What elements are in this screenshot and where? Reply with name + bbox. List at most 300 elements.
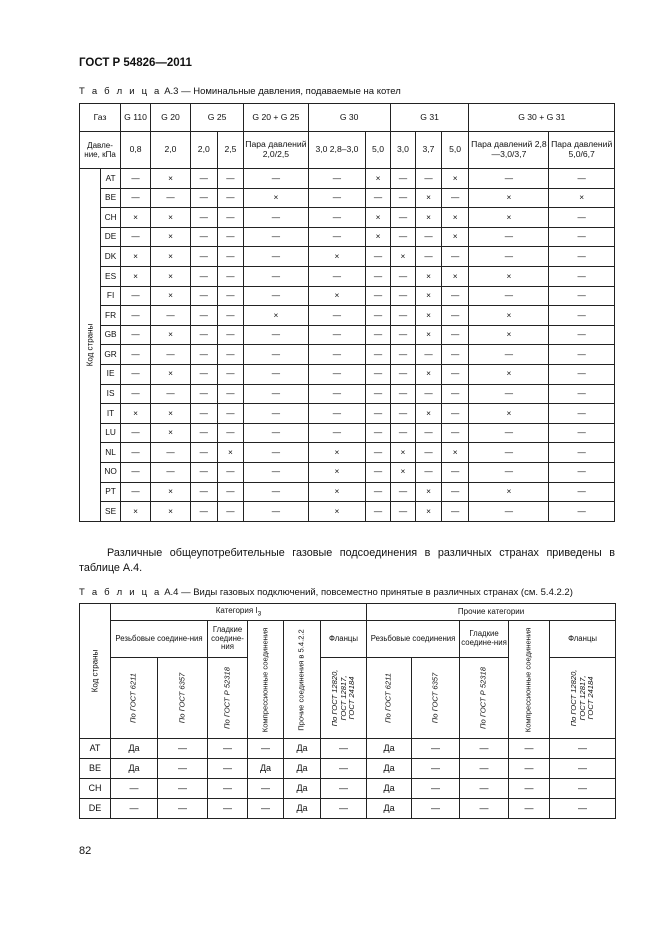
table-cell: —	[121, 443, 151, 463]
gas-g30-g31: G 30 + G 31	[469, 104, 615, 132]
table-row	[80, 227, 615, 247]
table-a4-caption-text: А.4 — Виды газовых подключений, повсеместно принятые в различных странах (см. 5.4.2.2)	[164, 587, 573, 598]
pressure-cell: 0,8	[121, 132, 151, 169]
table-cell: —	[441, 345, 469, 365]
table-cell: —	[460, 799, 509, 819]
table-cell: —	[244, 482, 308, 502]
table-cell: —	[366, 482, 390, 502]
table-cell: —	[217, 404, 244, 424]
table-cell: —	[390, 306, 416, 326]
table-cell: —	[549, 266, 615, 286]
table-cell: —	[244, 286, 308, 306]
table-cell: —	[460, 759, 509, 779]
table-cell: —	[441, 364, 469, 384]
table-cell: —	[550, 799, 616, 819]
table-cell: —	[416, 443, 442, 463]
table-cell: ×	[151, 266, 191, 286]
country-code: GB	[101, 325, 121, 345]
country-code: DE	[101, 227, 121, 247]
table-cell: —	[509, 759, 550, 779]
country-code: ES	[101, 266, 121, 286]
table-cell: ×	[121, 502, 151, 522]
table-cell: —	[550, 739, 616, 759]
table-cell: —	[441, 247, 469, 267]
table-cell: —	[390, 227, 416, 247]
table-cell: —	[244, 443, 308, 463]
table-row	[80, 364, 615, 384]
table-cell: —	[549, 443, 615, 463]
table-cell: —	[390, 286, 416, 306]
table-cell: —	[217, 208, 244, 228]
table-a3-pressure-row	[80, 132, 615, 169]
table-cell: —	[244, 227, 308, 247]
table-cell: ×	[416, 286, 442, 306]
country-code: FI	[101, 286, 121, 306]
table-cell: ×	[416, 325, 442, 345]
table-cell: —	[549, 208, 615, 228]
table-cell: —	[190, 364, 217, 384]
gas-g20: G 20	[151, 104, 191, 132]
table-cell: —	[308, 345, 366, 365]
table-cell: ×	[416, 404, 442, 424]
table-cell: ×	[217, 443, 244, 463]
table-cell: —	[366, 247, 390, 267]
table-cell: Да	[111, 759, 158, 779]
pressure-label: Давле-ние, кПа	[80, 132, 121, 169]
table-cell: ×	[469, 482, 549, 502]
table-cell: —	[321, 759, 367, 779]
table-cell: —	[244, 502, 308, 522]
table-cell: —	[190, 404, 217, 424]
country-code: CH	[101, 208, 121, 228]
table-cell: ×	[366, 208, 390, 228]
table-cell: Да	[284, 799, 321, 819]
table-cell: —	[366, 443, 390, 463]
table-a4-body	[80, 739, 616, 819]
gas-g20-g25: G 20 + G 25	[244, 104, 308, 132]
compression-connections-text: Компрессионные соединения	[260, 627, 270, 732]
table-cell: —	[308, 188, 366, 208]
category-i3-subscript: 3	[257, 610, 262, 618]
table-cell: —	[190, 208, 217, 228]
table-cell: —	[190, 306, 217, 326]
table-cell: —	[550, 779, 616, 799]
table-cell: —	[151, 188, 191, 208]
table-cell: —	[390, 423, 416, 443]
table-cell: —	[366, 188, 390, 208]
table-cell: ×	[441, 227, 469, 247]
table-cell: —	[158, 739, 208, 759]
table-cell: —	[321, 739, 367, 759]
table-cell: —	[366, 384, 390, 404]
table-cell: ×	[121, 247, 151, 267]
table-cell: —	[190, 188, 217, 208]
table-cell: ×	[416, 364, 442, 384]
std-gost-r-52318-text-2: По ГОСТ Р 52318	[478, 667, 488, 729]
table-cell: —	[121, 384, 151, 404]
table-cell: ×	[308, 247, 366, 267]
table-cell: —	[190, 247, 217, 267]
table-cell: ×	[308, 482, 366, 502]
table-cell: Да	[367, 739, 412, 759]
table-cell: —	[217, 325, 244, 345]
std-flanges-2	[550, 658, 616, 739]
table-row	[80, 345, 615, 365]
table-cell: —	[549, 345, 615, 365]
table-cell: —	[549, 247, 615, 267]
table-cell: —	[151, 443, 191, 463]
std-flanges-line-3: ГОСТ 24184	[346, 676, 356, 720]
table-cell: —	[390, 188, 416, 208]
other-categories-header: Прочие категории	[367, 604, 616, 621]
std-gost-6357	[158, 658, 208, 739]
std-gost-r-52318-2	[460, 658, 509, 739]
table-row	[80, 502, 615, 522]
table-cell: —	[321, 799, 367, 819]
table-cell: —	[441, 286, 469, 306]
table-cell: —	[390, 384, 416, 404]
document-header: ГОСТ Р 54826—2011	[79, 57, 192, 69]
country-code-header	[80, 604, 111, 739]
table-cell: —	[190, 482, 217, 502]
table-cell: —	[308, 423, 366, 443]
table-cell: —	[549, 306, 615, 326]
table-cell: —	[121, 227, 151, 247]
table-cell: —	[416, 423, 442, 443]
table-cell: —	[244, 247, 308, 267]
country-code: LU	[101, 423, 121, 443]
flanges-header: Фланцы	[321, 621, 367, 658]
table-cell: —	[416, 169, 442, 189]
table-cell: —	[366, 462, 390, 482]
table-cell: —	[412, 799, 460, 819]
country-code: NO	[101, 462, 121, 482]
table-cell: —	[248, 779, 284, 799]
table-a3-caption	[79, 86, 401, 97]
table-cell: —	[208, 799, 248, 819]
pressure-cell: Пара давлений 2,8—3,0/3,7	[469, 132, 549, 169]
std-flanges-2-line-3: ГОСТ 24184	[585, 676, 595, 720]
table-cell: Да	[284, 759, 321, 779]
table-cell: —	[366, 364, 390, 384]
table-cell: —	[190, 266, 217, 286]
table-cell: —	[441, 462, 469, 482]
table-cell: —	[469, 502, 549, 522]
table-cell: —	[390, 364, 416, 384]
table-cell: —	[549, 423, 615, 443]
table-cell: ×	[151, 502, 191, 522]
table-cell: —	[121, 188, 151, 208]
table-cell: —	[244, 384, 308, 404]
table-cell: —	[308, 364, 366, 384]
table-cell: —	[121, 462, 151, 482]
table-cell: —	[151, 306, 191, 326]
pressure-cell: Пара давлений 2,0/2,5	[244, 132, 308, 169]
table-cell: —	[549, 482, 615, 502]
std-gost-6357-2	[412, 658, 460, 739]
table-row	[80, 286, 615, 306]
table-cell: —	[390, 404, 416, 424]
table-cell: —	[308, 325, 366, 345]
smooth-connections-header: Гладкие соедине-ния	[208, 621, 248, 658]
table-cell: —	[416, 227, 442, 247]
table-cell: —	[151, 384, 191, 404]
table-cell: ×	[441, 208, 469, 228]
table-cell: —	[217, 482, 244, 502]
table-row	[80, 404, 615, 424]
table-cell: —	[217, 169, 244, 189]
table-row	[80, 423, 615, 443]
threaded-connections-header: Резьбовые соедине-ния	[111, 621, 208, 658]
table-cell: —	[248, 739, 284, 759]
pressure-cell: 3,0	[390, 132, 416, 169]
table-cell: Да	[284, 739, 321, 759]
table-cell: —	[416, 345, 442, 365]
table-cell: ×	[121, 208, 151, 228]
table-cell: ×	[308, 502, 366, 522]
table-cell: ×	[151, 364, 191, 384]
table-cell: —	[121, 325, 151, 345]
table-cell: —	[190, 384, 217, 404]
table-cell: —	[217, 286, 244, 306]
table-a3	[79, 103, 615, 522]
gas-g30: G 30	[308, 104, 390, 132]
table-cell: —	[217, 384, 244, 404]
table-cell: ×	[244, 306, 308, 326]
table-row	[80, 779, 616, 799]
std-gost-6211-text-2: По ГОСТ 6211	[383, 673, 393, 723]
table-cell: —	[217, 462, 244, 482]
table-cell: —	[244, 423, 308, 443]
country-code-header-text: Код страны	[85, 323, 95, 367]
table-cell: —	[460, 739, 509, 759]
table-cell: —	[308, 266, 366, 286]
std-gost-6211	[111, 658, 158, 739]
country-code: PT	[101, 482, 121, 502]
table-cell: —	[158, 779, 208, 799]
gas-label: Газ	[80, 104, 121, 132]
table-cell: —	[390, 482, 416, 502]
table-cell: ×	[151, 227, 191, 247]
table-cell: ×	[151, 404, 191, 424]
table-cell: —	[460, 779, 509, 799]
table-cell: —	[208, 759, 248, 779]
table-cell: —	[366, 502, 390, 522]
pressure-cell: 2,0	[190, 132, 217, 169]
table-cell: ×	[151, 247, 191, 267]
table-cell: ×	[416, 208, 442, 228]
other-connections-header	[284, 621, 321, 739]
table-cell: —	[549, 286, 615, 306]
table-cell: —	[390, 169, 416, 189]
table-row	[80, 266, 615, 286]
table-cell: —	[441, 188, 469, 208]
country-code: IT	[101, 404, 121, 424]
country-code: DK	[101, 247, 121, 267]
table-cell: —	[469, 443, 549, 463]
table-cell: ×	[469, 266, 549, 286]
table-row	[80, 462, 615, 482]
gas-g31: G 31	[390, 104, 469, 132]
table-cell: —	[469, 286, 549, 306]
table-cell: ×	[469, 364, 549, 384]
table-cell: —	[111, 799, 158, 819]
table-cell: —	[441, 384, 469, 404]
gas-g25: G 25	[190, 104, 243, 132]
table-cell: —	[469, 345, 549, 365]
table-cell: —	[190, 325, 217, 345]
table-cell: ×	[308, 443, 366, 463]
flanges-header-2: Фланцы	[550, 621, 616, 658]
table-cell: —	[549, 169, 615, 189]
pressure-cell: 3,7	[416, 132, 442, 169]
table-cell: —	[244, 345, 308, 365]
table-cell: —	[121, 482, 151, 502]
table-row	[80, 208, 615, 228]
table-cell: ×	[469, 306, 549, 326]
table-cell: —	[390, 266, 416, 286]
table-a3-body	[80, 169, 615, 522]
table-row	[80, 247, 615, 267]
table-cell: —	[308, 208, 366, 228]
table-cell: —	[244, 462, 308, 482]
table-cell: ×	[121, 404, 151, 424]
table-cell: —	[190, 286, 217, 306]
country-code: GR	[101, 345, 121, 365]
table-cell: —	[308, 169, 366, 189]
table-row	[80, 188, 615, 208]
table-cell: ×	[151, 482, 191, 502]
table-cell: ×	[469, 404, 549, 424]
std-flanges-2-line-1: По ГОСТ 12820,	[568, 669, 578, 727]
std-gost-6211-2	[367, 658, 412, 739]
table-cell: —	[151, 462, 191, 482]
table-a3-caption-text: А.3 — Номинальные давления, подаваемые на котел	[164, 86, 401, 97]
table-cell: —	[244, 208, 308, 228]
table-cell: Да	[284, 779, 321, 799]
table-cell: —	[244, 169, 308, 189]
table-cell: —	[509, 779, 550, 799]
table-a4	[79, 603, 616, 819]
table-cell: —	[509, 739, 550, 759]
table-cell: ×	[469, 208, 549, 228]
table-cell: —	[390, 325, 416, 345]
table-row	[80, 325, 615, 345]
table-a4-caption	[79, 587, 573, 598]
table-cell: —	[121, 345, 151, 365]
table-cell: —	[190, 423, 217, 443]
table-row	[80, 482, 615, 502]
table-cell: —	[549, 227, 615, 247]
table-cell: —	[390, 208, 416, 228]
country-code: AT	[101, 169, 121, 189]
table-cell: —	[549, 364, 615, 384]
std-flanges-2-line-2: ГОСТ 12817,	[577, 675, 587, 721]
table-cell: Да	[367, 759, 412, 779]
table-cell: —	[366, 286, 390, 306]
table-cell: —	[217, 227, 244, 247]
table-cell: ×	[151, 286, 191, 306]
table-cell: ×	[366, 227, 390, 247]
table-cell: ×	[390, 443, 416, 463]
table-cell: ×	[151, 169, 191, 189]
table-row	[80, 739, 616, 759]
std-flanges-text	[330, 670, 356, 727]
table-cell: Да	[367, 799, 412, 819]
std-flanges-line-2: ГОСТ 12817,	[338, 675, 348, 721]
table-cell: —	[416, 384, 442, 404]
country-code: NL	[101, 443, 121, 463]
table-row	[80, 169, 615, 189]
country-code: AT	[80, 739, 111, 759]
threaded-connections-header-2: Резьбовые соединения	[367, 621, 460, 658]
table-cell: —	[121, 306, 151, 326]
table-a4-header-row-1	[80, 604, 616, 621]
table-a3-gas-row	[80, 104, 615, 132]
table-cell: ×	[469, 325, 549, 345]
country-code: BE	[80, 759, 111, 779]
table-cell: —	[121, 169, 151, 189]
country-code: IS	[101, 384, 121, 404]
table-cell: —	[549, 384, 615, 404]
table-cell: ×	[390, 462, 416, 482]
table-cell: ×	[441, 266, 469, 286]
body-paragraph: Различные общеупотребительные газовые подсоединения в различных странах приведены в таблице А.4.	[79, 547, 615, 574]
std-flanges-line-1: По ГОСТ 12820,	[329, 669, 339, 727]
table-row	[80, 443, 615, 463]
other-connections-text: Прочие соединения в 5.4.2.2	[296, 628, 306, 731]
std-flanges-text-2	[569, 670, 595, 727]
table-cell: —	[441, 502, 469, 522]
table-cell: —	[412, 759, 460, 779]
pressure-cell: 2,0	[151, 132, 191, 169]
table-cell: —	[441, 423, 469, 443]
table-cell: —	[308, 306, 366, 326]
table-cell: —	[308, 384, 366, 404]
table-cell: —	[248, 799, 284, 819]
table-cell: ×	[416, 482, 442, 502]
table-cell: —	[441, 325, 469, 345]
table-a4-caption-label: Т а б л и ц а	[79, 587, 162, 598]
std-gost-6357-text: По ГОСТ 6357	[177, 672, 187, 724]
table-cell: —	[412, 779, 460, 799]
table-a4-header-row-2	[80, 621, 616, 658]
table-cell: —	[217, 364, 244, 384]
table-cell: ×	[416, 502, 442, 522]
table-cell: Да	[111, 739, 158, 759]
table-cell: —	[366, 423, 390, 443]
table-cell: —	[158, 799, 208, 819]
std-gost-r-52318	[208, 658, 248, 739]
table-cell: —	[416, 462, 442, 482]
table-cell: ×	[441, 169, 469, 189]
table-cell: —	[208, 739, 248, 759]
table-cell: —	[111, 779, 158, 799]
country-code: DE	[80, 799, 111, 819]
table-cell: ×	[549, 188, 615, 208]
table-cell: —	[158, 759, 208, 779]
table-cell: —	[190, 169, 217, 189]
compression-connections-header-2	[509, 621, 550, 739]
country-code-header-text: Код страны	[90, 649, 100, 693]
table-cell: ×	[151, 325, 191, 345]
table-cell: —	[416, 247, 442, 267]
table-row	[80, 799, 616, 819]
table-cell: —	[217, 345, 244, 365]
table-row	[80, 306, 615, 326]
table-cell: —	[469, 423, 549, 443]
country-code: CH	[80, 779, 111, 799]
